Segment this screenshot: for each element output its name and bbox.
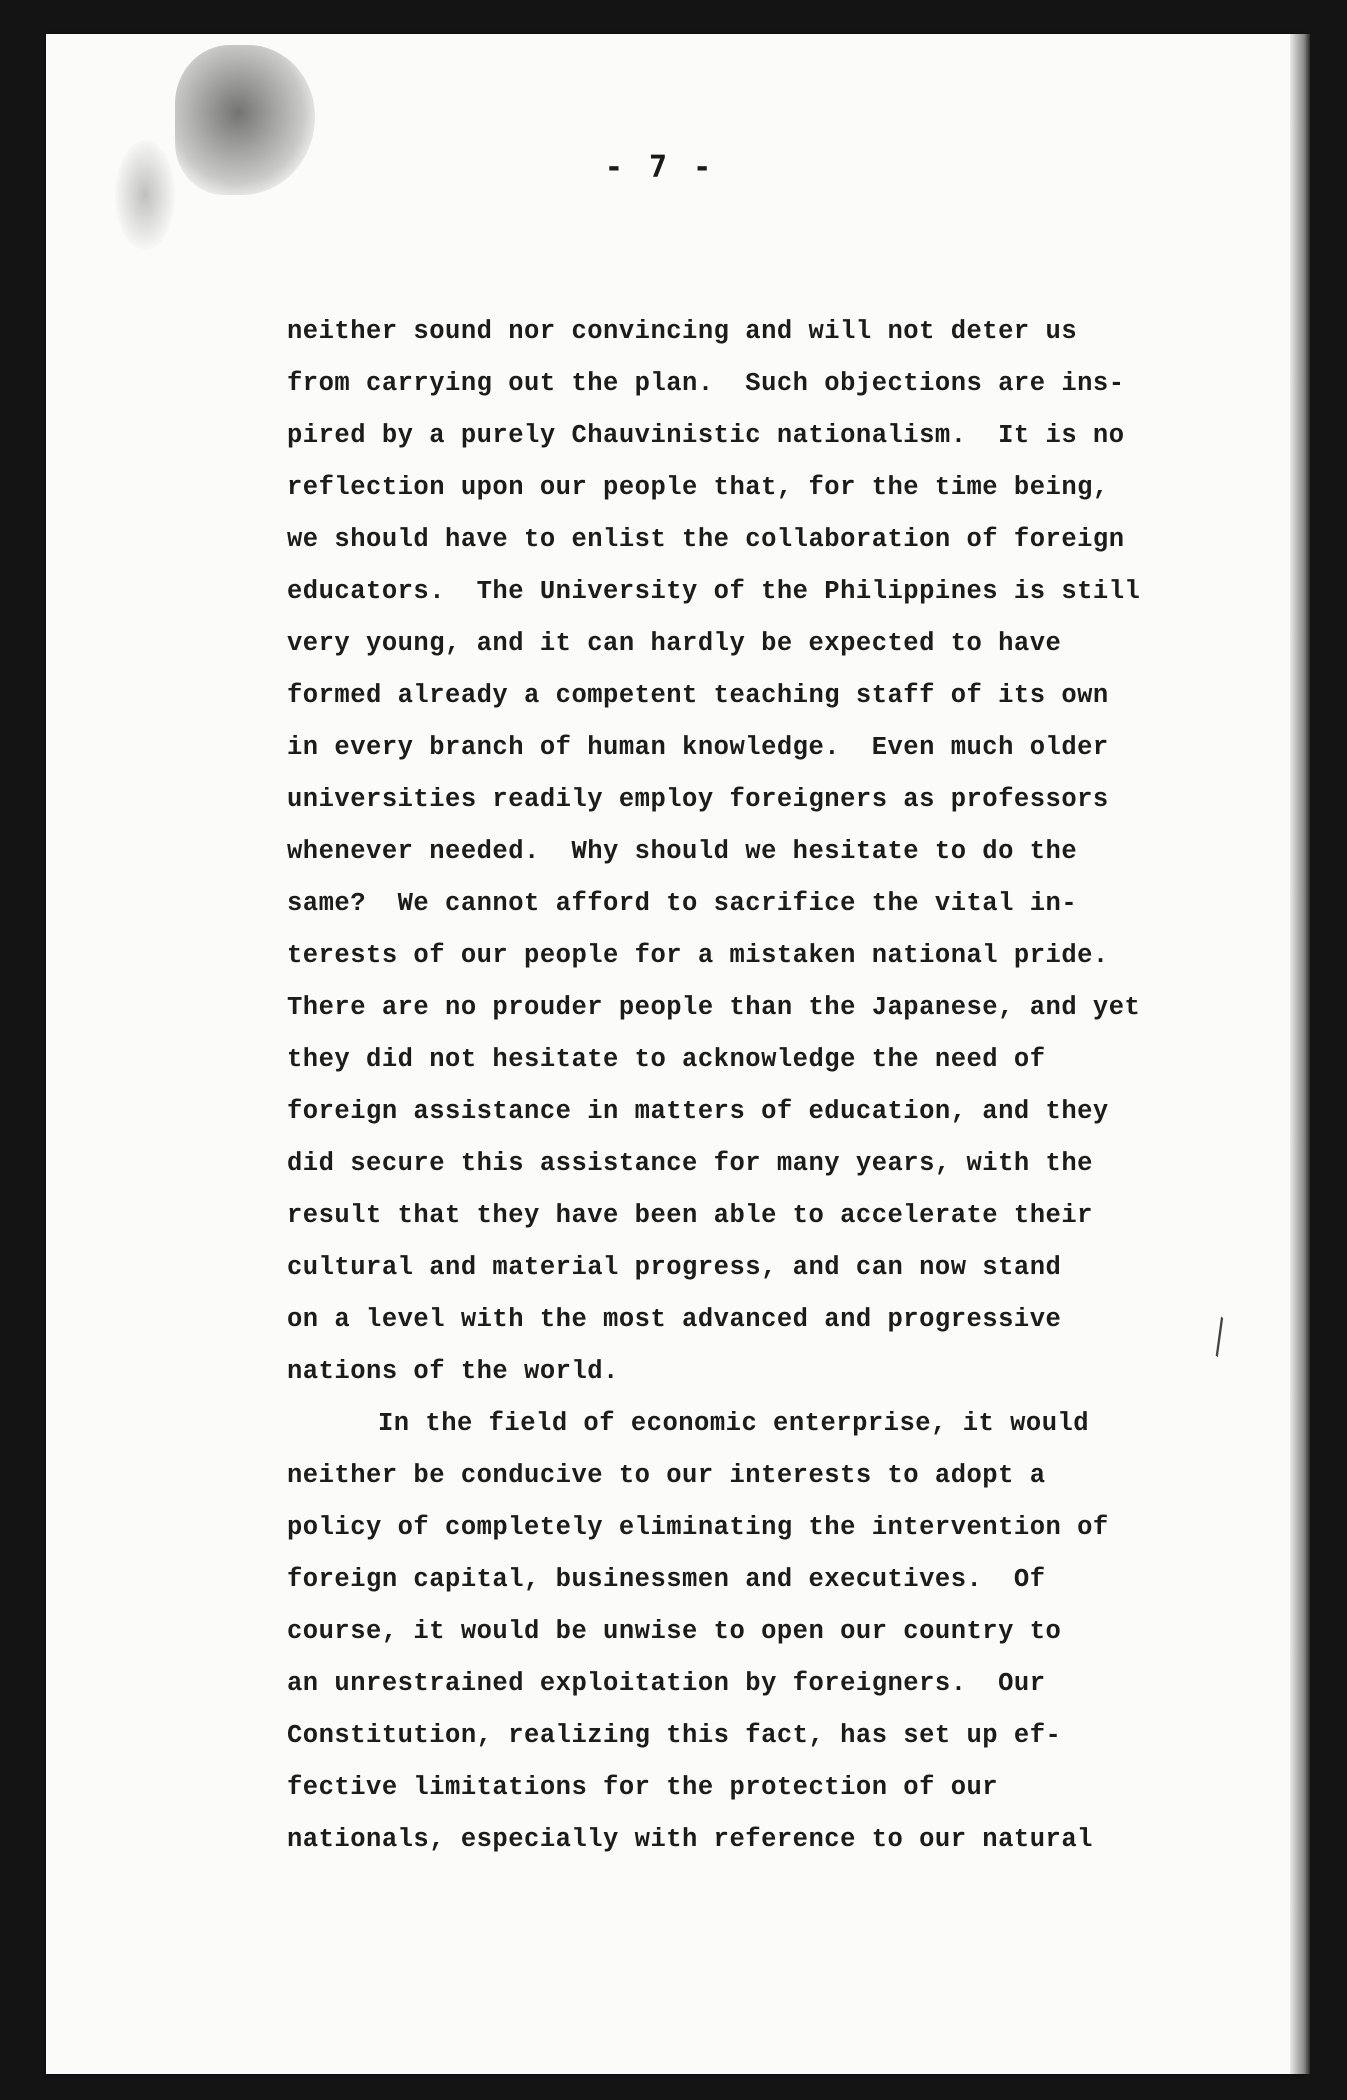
text-line: an unrestrained exploitation by foreigners. Our [287, 1669, 1046, 1698]
text-line: neither be conducive to our interests to adopt a [287, 1461, 1046, 1490]
text-line: educators. The University of the Philippines is still [287, 577, 1141, 606]
text-line: course, it would be unwise to open our country to [287, 1617, 1062, 1646]
text-line: cultural and material progress, and can now stand [287, 1253, 1062, 1282]
text-line: pired by a purely Chauvinistic nationalism. It is no [287, 421, 1125, 450]
paragraph-2 [287, 1398, 1167, 1866]
text-line: In the field of economic enterprise, it would [378, 1409, 1090, 1438]
page-number: - 7 - [604, 150, 716, 185]
text-line: they did not hesitate to acknowledge the need of [287, 1045, 1046, 1074]
text-line: result that they have been able to accelerate their [287, 1201, 1093, 1230]
text-line: reflection upon our people that, for the time being, [287, 473, 1109, 502]
text-line: foreign capital, businessmen and executives. Of [287, 1565, 1046, 1594]
text-line: nationals, especially with reference to our natural [287, 1825, 1093, 1854]
text-line: foreign assistance in matters of education, and they [287, 1097, 1109, 1126]
text-line: on a level with the most advanced and progressive [287, 1305, 1062, 1334]
paragraph-1 [287, 306, 1167, 1398]
text-line: nations of the world. [287, 1357, 619, 1386]
text-line: in every branch of human knowledge. Even much older [287, 733, 1109, 762]
text-line: did secure this assistance for many years, with the [287, 1149, 1093, 1178]
text-line: formed already a competent teaching staff of its own [287, 681, 1109, 710]
text-line: terests of our people for a mistaken national pride. [287, 941, 1109, 970]
text-line: There are no prouder people than the Japanese, and yet [287, 993, 1141, 1022]
text-line: whenever needed. Why should we hesitate to do the [287, 837, 1078, 866]
ink-stain-small [115, 140, 175, 250]
document-body [287, 306, 1167, 1866]
text-line: Constitution, realizing this fact, has set up ef- [287, 1721, 1062, 1750]
text-line: policy of completely eliminating the intervention of [287, 1513, 1109, 1542]
text-line: from carrying out the plan. Such objections are ins- [287, 369, 1125, 398]
text-line: fective limitations for the protection of our [287, 1773, 999, 1802]
text-line: universities readily employ foreigners as professors [287, 785, 1109, 814]
text-line: same? We cannot afford to sacrifice the vital in- [287, 889, 1078, 918]
pencil-mark: ╲ [1201, 1317, 1237, 1358]
text-line: we should have to enlist the collaboration of foreign [287, 525, 1125, 554]
page-edge-shadow [1290, 34, 1310, 2074]
text-line: neither sound nor convincing and will not deter us [287, 317, 1078, 346]
text-line: very young, and it can hardly be expected to have [287, 629, 1062, 658]
